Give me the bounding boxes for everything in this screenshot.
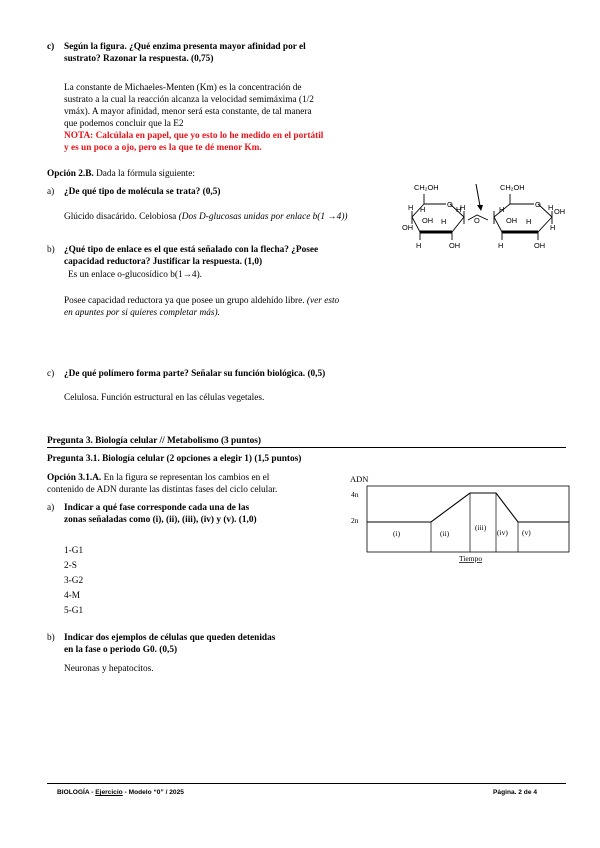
question-3b-line1: Indicar dos ejemplos de células que queden detenidas [64,633,276,643]
opcion-2b-intro: Dada la fórmula siguiente: [93,169,195,179]
answer-a-text [64,211,348,223]
answer-b2-text [64,295,339,319]
dna-series-line [367,493,569,522]
h-label: H [499,205,505,214]
list-item: 1-G1 [64,546,84,556]
question-letter-c2: c) [47,369,55,379]
question-c2-text: ¿De qué polímero forma parte? Señalar su función biológica. (0,5) [64,369,326,379]
list-item: 5-G1 [64,606,84,616]
opcion-3-1-a-title: Opción 3.1.A. [47,473,102,483]
pregunta-3-title: Pregunta 3. Biología celular // Metabolismo (3 puntos) [47,436,262,446]
pregunta-3-1-title: Pregunta 3.1. Biología celular (2 opciones a elegir 1) (1,5 puntos) [47,454,302,464]
question-letter-c: c) [47,42,55,52]
question-3b-line2: en la fase o periodo G0. (0,5) [64,645,178,656]
h-label: H [420,205,426,214]
oh-label: OH [506,216,518,225]
answer-b2-note2: en apuntes por si quieres completar más). [64,308,220,319]
bond-arrow-icon [476,184,483,211]
h-label: H [460,203,466,212]
question-3a-line2: zonas señaladas como (i), (ii), (iii), (iv) y (v). (1,0) [64,515,257,526]
list-item: 4-M [64,591,81,601]
h-label: H [416,241,422,250]
answer-c-line4: que podemos concluir que la E2 [64,119,184,130]
question-b-line1: ¿Qué tipo de enlace es el que está señalado con la flecha? ¿Posee [64,245,319,255]
opcion-3-1-a-intro-line1: En la figura se representan los cambios en el [101,473,270,483]
question-letter-b: b) [47,245,55,255]
opcion-3-1-a-intro-line2: contenido de ADN durante las distintas fases del ciclo celular. [47,485,278,496]
cellobiose-structure [398,174,573,254]
opcion-2b-heading [47,168,195,180]
answer-a-note: (Dos D-glucosas unidas por enlace b(1 →4)) [178,212,348,222]
phase-label-ii: (ii) [440,529,450,538]
footer-page-number: Página. 2 de 4 [493,789,537,796]
question-3b-text [64,632,275,656]
note-line2: y es un poco a ojo, pero es la que te dé menor Km. [64,143,262,154]
opcion-2b-title: Opción 2.B. [47,169,94,179]
list-item: 2-S [64,561,77,571]
question-letter-a: a) [47,187,55,197]
chart-frame [367,486,569,552]
h-label: H [408,203,414,212]
right-glucose-ring [494,194,552,240]
answer-c2-text: Celulosa. Función estructural en las células vegetales. [64,393,265,403]
h-label: H [441,217,447,226]
oh-label: OH [534,241,546,250]
footer-left [57,789,184,798]
chart-y-label: ADN [350,474,369,484]
oh-label: OH [449,241,461,250]
left-ring-oxygen: O [447,200,453,209]
h-label: H [498,241,504,250]
answer-c-line2: sustrato a la cual la reacción alcanza la velocidad semimáxima (1/2 [64,95,314,106]
question-b-line2: capacidad reductora? Justificar la respuesta. (1,0) [64,257,263,268]
note-line1: NOTA: Calcúlala en papel, que yo esto lo he medido en el portátil [64,131,324,142]
question-a-text: ¿De qué tipo de molécula se trata? (0,5) [64,187,221,197]
answer-b2-note1: (ver esto [306,296,340,306]
footer-divider [47,783,566,784]
answer-c-line1: La constante de Michaeles-Menten (Km) es la concentración de [64,83,302,93]
answer-c-text [64,82,323,154]
right-ch2oh-label: CH₂OH [500,183,525,192]
answer-a-main: Glúcido disacárido. Celobiosa [64,212,179,222]
h-label: H [456,205,462,214]
opcion-3-1-a-intro [47,472,277,496]
right-ring-oxygen: O [535,200,541,209]
question-c-text [64,41,306,65]
section-divider [47,447,566,448]
phase-label-i: (i) [393,529,401,538]
footer-subject: BIOLOGÍA - [57,789,96,796]
y-tick-2n: 2n [351,516,359,525]
answer-c-line3: vmáx). A mayor afinidad, menor será esta constante, de tal manera [64,107,312,118]
answer-b2-line1: Posee capacidad reductora ya que posee un grupo aldehído libre. [64,296,307,306]
footer-exercise: Ejercicio [95,789,123,796]
h-label: H [548,203,554,212]
question-3a-text [64,502,257,526]
question-b-text [64,244,318,268]
y-tick-4n: 4n [351,490,359,499]
oh-label: OH [554,207,566,216]
question-c-line2: sustrato? Razonar la respuesta. (0,75) [64,54,214,65]
chart-x-label: Tiempo [459,554,483,563]
phase-label-v: (v) [522,528,531,537]
oh-label: OH [402,223,414,232]
phase-answer-list [64,544,83,619]
left-glucose-ring [412,194,464,240]
question-letter-3a: a) [47,503,55,513]
footer-model: - Modelo “0” / 2025 [122,789,184,796]
question-c-line1: Según la figura. ¿Qué enzima presenta mayor afinidad por el [64,42,306,52]
bridge-oxygen: O [474,216,480,225]
question-3a-line1: Indicar a qué fase corresponde cada una de las [64,503,250,513]
answer-3b-text: Neuronas y hepatocitos. [64,664,154,674]
oh-label: OH [422,216,434,225]
answer-b1-text: Es un enlace o-glucosídico b(1→4). [68,270,202,280]
dna-cycle-chart [346,472,571,564]
phase-label-iv: (iv) [497,528,508,537]
list-item: 3-G2 [64,576,84,586]
h-label: H [526,217,532,226]
question-letter-3b: b) [47,633,55,643]
left-ch2oh-label: CH₂OH [414,183,439,192]
phase-label-iii: (iii) [475,523,487,532]
h-label: H [550,223,556,232]
